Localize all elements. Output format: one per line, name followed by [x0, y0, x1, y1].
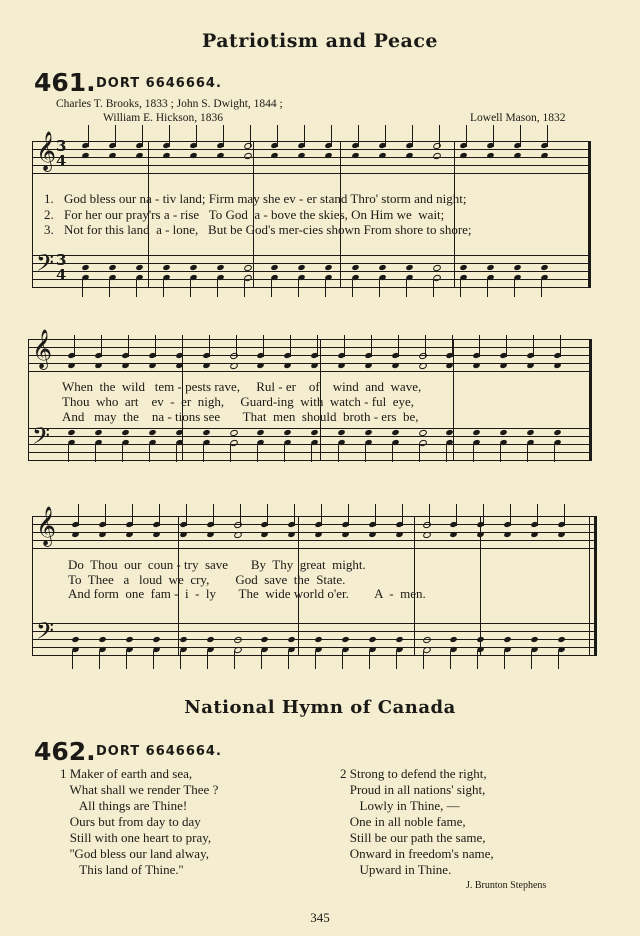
note-stem	[257, 444, 258, 462]
note-head	[179, 531, 187, 538]
verse-line: 1 Maker of earth and sea,	[60, 766, 193, 781]
note-head	[310, 429, 318, 436]
note-stem	[149, 444, 150, 462]
note-head	[395, 531, 403, 538]
note-head	[351, 264, 359, 271]
note-stem	[284, 444, 285, 462]
note-stem	[115, 125, 116, 147]
verse-line: Upward in Thine.	[340, 862, 452, 877]
note-stem	[240, 504, 241, 526]
note-stem	[527, 444, 528, 462]
author-credit: Charles T. Brooks, 1833 ; John S. Dwight, 1844 ;	[56, 98, 283, 110]
note-head	[233, 531, 243, 539]
staff-line	[32, 631, 597, 632]
note-stem	[425, 335, 426, 357]
note-stem	[74, 335, 75, 357]
staff-line	[28, 460, 592, 461]
verse-number: 1.	[44, 191, 54, 206]
note-head	[94, 362, 102, 369]
lyric-line: God bless our na - tiv land; Firm may she ev - er stand Thro' storm and night;	[64, 191, 467, 206]
note-stem	[271, 279, 272, 297]
note-stem	[88, 125, 89, 147]
hymn-number: 461.	[34, 68, 96, 97]
verse-line: Proud in all nations' sight,	[340, 782, 486, 797]
bar-line	[453, 339, 454, 460]
note-stem	[126, 651, 127, 669]
note-stem	[412, 125, 413, 147]
note-stem	[230, 444, 231, 462]
note-head	[179, 636, 187, 643]
note-head	[283, 429, 291, 436]
note-stem	[298, 279, 299, 297]
staff-line	[32, 157, 591, 158]
bass-clef-icon: 𝄢	[36, 249, 55, 282]
note-head	[260, 636, 268, 643]
note-stem	[446, 444, 447, 462]
note-stem	[244, 279, 245, 297]
note-stem	[423, 651, 424, 669]
note-stem	[277, 125, 278, 147]
note-stem	[105, 504, 106, 526]
staff-line	[28, 371, 592, 372]
note-stem	[95, 444, 96, 462]
note-head	[513, 264, 521, 271]
note-stem	[554, 444, 555, 462]
note-head	[422, 531, 432, 539]
note-stem	[223, 125, 224, 147]
note-stem	[406, 279, 407, 297]
note-head	[503, 636, 511, 643]
note-stem	[217, 279, 218, 297]
page-number: 345	[310, 910, 330, 925]
note-head	[472, 362, 480, 369]
note-stem	[558, 651, 559, 669]
note-head	[418, 362, 428, 370]
note-stem	[531, 651, 532, 669]
note-stem	[101, 335, 102, 357]
staff-line	[28, 339, 592, 340]
staff-line	[32, 540, 597, 541]
note-stem	[510, 504, 511, 526]
note-head	[486, 264, 494, 271]
note-stem	[132, 504, 133, 526]
note-stem	[493, 125, 494, 147]
note-head	[297, 264, 305, 271]
note-head	[206, 636, 214, 643]
note-stem	[190, 279, 191, 297]
staff-line	[32, 165, 591, 166]
note-stem	[196, 125, 197, 147]
note-stem	[483, 504, 484, 526]
note-head	[98, 531, 106, 538]
note-head	[121, 362, 129, 369]
lyric-line: And form one fam - i - ly The wide world o'er. A - men.	[68, 586, 426, 601]
verse-line: What shall we render Thee ?	[60, 782, 219, 797]
note-stem	[433, 279, 434, 297]
treble-clef-icon: 𝄞	[32, 329, 53, 369]
staff-line	[32, 173, 591, 174]
note-stem	[99, 651, 100, 669]
author-credit: William E. Hickson, 1836	[103, 112, 223, 124]
note-stem	[82, 279, 83, 297]
note-head	[233, 521, 243, 529]
note-stem	[473, 444, 474, 462]
treble-clef-icon: 𝄞	[36, 506, 57, 546]
note-stem	[72, 651, 73, 669]
note-head	[337, 362, 345, 369]
note-head	[108, 264, 116, 271]
tune-name: DORT 6646664.	[96, 76, 222, 91]
note-head	[526, 429, 534, 436]
note-head	[310, 362, 318, 369]
note-head	[229, 362, 239, 370]
verse-2	[340, 766, 494, 878]
note-head	[530, 636, 538, 643]
note-stem	[186, 504, 187, 526]
note-head	[202, 362, 210, 369]
note-head	[530, 531, 538, 538]
note-head	[233, 636, 243, 644]
note-head	[98, 636, 106, 643]
note-head	[459, 264, 467, 271]
verse-line: All things are Thine!	[60, 798, 188, 813]
composer-credit: Lowell Mason, 1832	[470, 112, 566, 124]
note-stem	[419, 444, 420, 462]
note-stem	[514, 279, 515, 297]
time-signature: 3 4	[56, 251, 67, 284]
note-stem	[477, 651, 478, 669]
system-end-bar	[594, 516, 597, 655]
note-head	[287, 636, 295, 643]
note-head	[148, 362, 156, 369]
note-stem	[533, 335, 534, 357]
note-stem	[136, 279, 137, 297]
note-stem	[261, 651, 262, 669]
bass-clef-icon: 𝄢	[36, 617, 55, 650]
staff-line	[28, 428, 592, 429]
note-head	[418, 352, 428, 360]
note-stem	[439, 125, 440, 147]
note-stem	[155, 335, 156, 357]
note-head	[337, 429, 345, 436]
system-end-bar	[588, 141, 591, 287]
note-head	[148, 429, 156, 436]
final-bar	[589, 516, 590, 655]
verse-line: 2 Strong to defend the right,	[340, 766, 487, 781]
note-head	[391, 362, 399, 369]
note-stem	[68, 444, 69, 462]
note-head	[67, 429, 75, 436]
note-head	[314, 531, 322, 538]
note-stem	[176, 444, 177, 462]
bar-line	[480, 516, 481, 655]
note-stem	[304, 125, 305, 147]
note-stem	[209, 335, 210, 357]
note-stem	[375, 504, 376, 526]
verse-line: Lowly in Thine, —	[340, 798, 460, 813]
note-stem	[506, 335, 507, 357]
note-head	[229, 352, 239, 360]
note-head	[125, 636, 133, 643]
note-stem	[385, 125, 386, 147]
lyric-line: For her our pray'rs a - rise To God a - bove the skies, On Him we wait;	[64, 207, 445, 222]
note-stem	[460, 279, 461, 297]
note-stem	[263, 335, 264, 357]
lyric-line: Do Thou our coun - try save By Thy great might.	[68, 557, 366, 572]
note-stem	[352, 279, 353, 297]
note-stem	[456, 504, 457, 526]
note-head	[432, 152, 442, 160]
note-head	[364, 429, 372, 436]
note-stem	[547, 125, 548, 147]
note-stem	[541, 279, 542, 297]
verse-number: 2.	[44, 207, 54, 222]
lyric-line: To Thee a loud we cry, God save the State.	[68, 572, 346, 587]
note-stem	[317, 335, 318, 357]
note-head	[152, 636, 160, 643]
note-head	[270, 264, 278, 271]
note-stem	[392, 444, 393, 462]
note-stem	[487, 279, 488, 297]
hymn-number: 462.	[34, 737, 96, 766]
verse-1	[60, 766, 218, 878]
note-head	[287, 531, 295, 538]
note-stem	[267, 504, 268, 526]
note-stem	[520, 125, 521, 147]
staff-line	[32, 263, 591, 264]
note-stem	[537, 504, 538, 526]
note-head	[256, 362, 264, 369]
note-head	[553, 362, 561, 369]
verse-number: 3.	[44, 222, 54, 237]
note-head	[121, 429, 129, 436]
note-stem	[311, 444, 312, 462]
note-stem	[236, 335, 237, 357]
system-start-bar	[28, 339, 29, 460]
note-stem	[402, 504, 403, 526]
section-title: Patriotism and Peace	[201, 30, 439, 52]
note-head	[243, 152, 253, 160]
note-stem	[290, 335, 291, 357]
staff-line	[32, 255, 591, 256]
system-end-bar	[589, 339, 592, 460]
note-stem	[365, 444, 366, 462]
note-head	[283, 362, 291, 369]
note-stem	[250, 125, 251, 147]
note-stem	[213, 504, 214, 526]
attribution: J. Brunton Stephens	[466, 880, 547, 891]
note-head	[189, 264, 197, 271]
note-stem	[234, 651, 235, 669]
note-stem	[564, 504, 565, 526]
note-head	[341, 531, 349, 538]
note-head	[499, 429, 507, 436]
note-head	[378, 264, 386, 271]
note-head	[405, 264, 413, 271]
staff-line	[32, 548, 597, 549]
staff-line	[32, 279, 591, 280]
note-head	[260, 531, 268, 538]
note-stem	[396, 651, 397, 669]
note-head	[368, 531, 376, 538]
verse-line: One in all noble fame,	[340, 814, 466, 829]
note-stem	[169, 125, 170, 147]
note-stem	[338, 444, 339, 462]
note-head	[67, 362, 75, 369]
staff-line	[28, 452, 592, 453]
note-head	[71, 531, 79, 538]
note-stem	[294, 504, 295, 526]
note-stem	[358, 125, 359, 147]
lyric-line: When the wild tem - pests rave, Rul - er of wind and wave,	[62, 379, 422, 394]
note-head	[324, 264, 332, 271]
note-head	[368, 636, 376, 643]
note-head	[71, 636, 79, 643]
note-stem	[331, 125, 332, 147]
note-stem	[109, 279, 110, 297]
note-head	[206, 531, 214, 538]
staff-line	[28, 444, 592, 445]
bar-line	[454, 141, 455, 287]
note-stem	[500, 444, 501, 462]
note-stem	[159, 504, 160, 526]
note-stem	[379, 279, 380, 297]
note-stem	[560, 335, 561, 357]
staff-line	[28, 436, 592, 437]
note-head	[135, 264, 143, 271]
note-head	[395, 636, 403, 643]
note-head	[81, 264, 89, 271]
note-stem	[348, 504, 349, 526]
lyric-line: Thou who art ev - er nigh, Guard-ing with watch - ful eye,	[62, 394, 414, 409]
note-head	[256, 429, 264, 436]
note-stem	[122, 444, 123, 462]
note-stem	[325, 279, 326, 297]
note-head	[557, 636, 565, 643]
lyric-line: And may the na - tions see That men should broth - ers be,	[62, 409, 419, 424]
note-stem	[315, 651, 316, 669]
note-stem	[153, 651, 154, 669]
verse-line: Still be our path the same,	[340, 830, 486, 845]
note-head	[202, 429, 210, 436]
staff-line	[32, 516, 597, 517]
verse-line: ''God bless our land alway,	[60, 846, 209, 861]
note-stem	[128, 335, 129, 357]
note-head	[94, 429, 102, 436]
note-stem	[344, 335, 345, 357]
staff-line	[28, 347, 592, 348]
verse-line: Onward in freedom's name,	[340, 846, 494, 861]
lyric-line: Not for this land a - lone, But be God's mer-cies shown From shore to shore;	[64, 222, 472, 237]
note-head	[364, 362, 372, 369]
verse-line: This land of Thine.''	[60, 862, 184, 877]
note-head	[449, 531, 457, 538]
note-stem	[342, 651, 343, 669]
note-head	[422, 636, 432, 644]
note-head	[449, 636, 457, 643]
note-head	[422, 521, 432, 529]
staff-line	[32, 287, 591, 288]
note-stem	[321, 504, 322, 526]
note-head	[499, 362, 507, 369]
note-stem	[203, 444, 204, 462]
note-head	[314, 636, 322, 643]
note-stem	[429, 504, 430, 526]
system-start-bar	[32, 141, 33, 287]
system-start-bar	[32, 516, 33, 655]
note-head	[553, 429, 561, 436]
note-stem	[479, 335, 480, 357]
note-stem	[466, 125, 467, 147]
staff-line	[32, 623, 597, 624]
note-head	[503, 531, 511, 538]
note-head	[162, 264, 170, 271]
note-head	[472, 429, 480, 436]
note-head	[391, 429, 399, 436]
note-stem	[504, 651, 505, 669]
time-signature: 3 4	[56, 137, 67, 170]
tune-name: DORT 6646664.	[96, 744, 222, 759]
note-stem	[450, 651, 451, 669]
note-head	[540, 264, 548, 271]
note-stem	[371, 335, 372, 357]
note-head	[152, 531, 160, 538]
section-title: National Hymn of Canada	[184, 697, 456, 718]
verse-line: Ours but from day to day	[60, 814, 201, 829]
note-head	[341, 636, 349, 643]
staff-line	[32, 149, 591, 150]
note-stem	[142, 125, 143, 147]
note-stem	[207, 651, 208, 669]
bass-clef-icon: 𝄢	[32, 422, 51, 455]
staff-line	[28, 363, 592, 364]
note-stem	[288, 651, 289, 669]
treble-clef-icon: 𝄞	[36, 131, 57, 171]
note-stem	[398, 335, 399, 357]
note-head	[526, 362, 534, 369]
staff-line	[32, 271, 591, 272]
note-stem	[163, 279, 164, 297]
note-stem	[369, 651, 370, 669]
note-stem	[78, 504, 79, 526]
note-head	[557, 531, 565, 538]
note-head	[125, 531, 133, 538]
note-head	[216, 264, 224, 271]
note-stem	[180, 651, 181, 669]
verse-line: Still with one heart to pray,	[60, 830, 212, 845]
